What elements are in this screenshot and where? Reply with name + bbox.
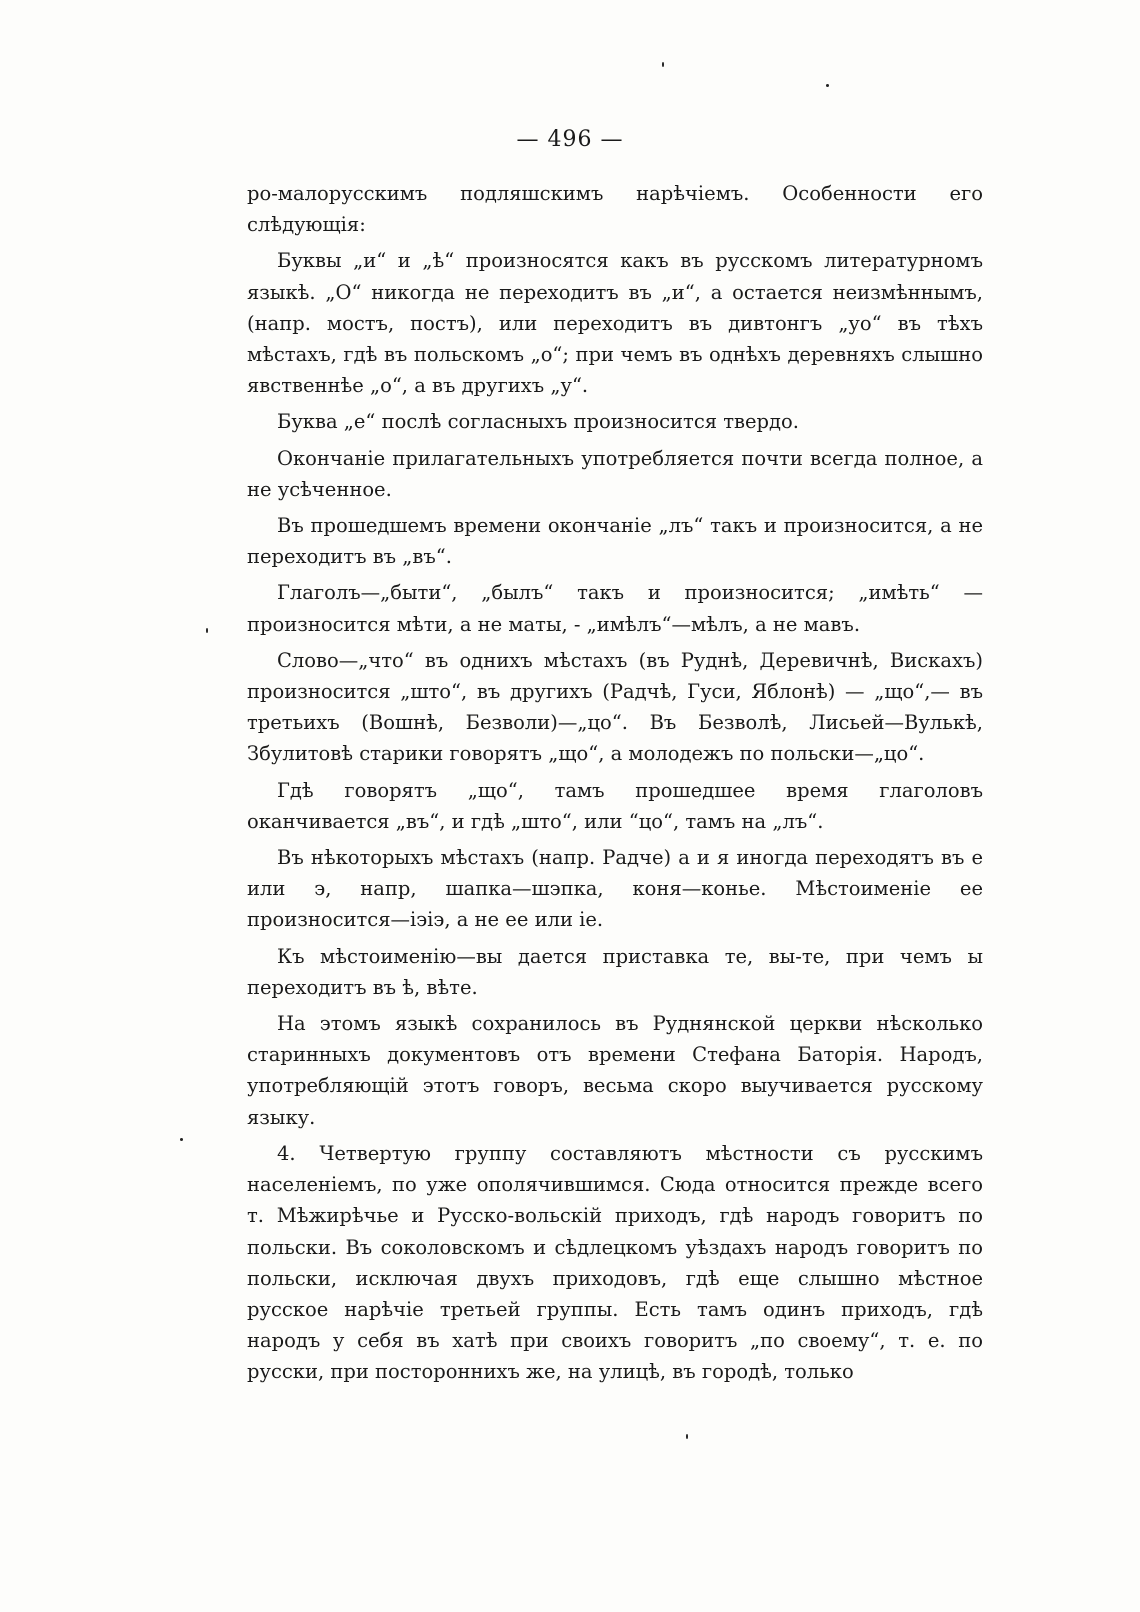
- body-text: [247, 178, 983, 1393]
- scan-speck: [180, 1138, 183, 1141]
- scan-speck: [826, 84, 829, 87]
- paragraph: Въ прошедшемъ времени окончаніе „лъ“ такъ и произносится, а не переходитъ въ „въ“.: [247, 514, 983, 569]
- scan-speck: [206, 628, 208, 633]
- paragraph: Окончаніе прилагательныхъ употребляется почти всегда полное, а не усѣченное.: [247, 446, 983, 501]
- paragraph: Слово—„что“ въ однихъ мѣстахъ (въ Руднѣ, Деревичнѣ, Вискахъ) произносится „што“, въ другихъ (Радчѣ, Гуси, Яблонѣ) — „що“,— въ третьихъ (Вошнѣ, Безволи)—„цо“. Въ Безволѣ, Лисьей—Вулькѣ, Збулитовѣ старики говорятъ „що“, а молодежъ по польски—„цо“.: [247, 648, 983, 766]
- scan-speck: [662, 62, 664, 67]
- paragraph: Къ мѣстоименію—вы дается приставка те, вы-те, при чемъ ы переходитъ въ ѣ, вѣте.: [247, 944, 983, 999]
- paragraph: Въ нѣкоторыхъ мѣстахъ (напр. Радче) а и я иногда переходятъ въ е или э, напр, шапка—шэпка, коня—конье. Мѣстоименіе ее произносится—іэіэ, а не ее или іе.: [247, 846, 983, 932]
- paragraph: Гдѣ говорятъ „що“, тамъ прошедшее время глаголовъ оканчивается „въ“, и гдѣ „што“, или “цо“, тамъ на „лъ“.: [247, 778, 983, 833]
- paragraph: Глаголъ—„быти“, „былъ“ такъ и произносится; „имѣть“ — произносится мѣти, а не маты, - „имѣлъ“—мѣлъ, а не мавъ.: [247, 581, 983, 636]
- page-number: — 496 —: [516, 127, 624, 152]
- scan-speck: [686, 1434, 688, 1439]
- paragraph: ро-малорусскимъ подляшскимъ нарѣчіемъ. Особенности его слѣдующія:: [247, 182, 983, 237]
- paragraph: Буквы „и“ и „ѣ“ произносятся какъ въ русскомъ литературномъ языкѣ. „О“ никогда не переходитъ въ „и“, а остается неизмѣннымъ, (напр. мостъ, постъ), или переходитъ въ дивтонгъ „уо“ въ тѣхъ мѣстахъ, гдѣ въ польскомъ „о“; при чемъ въ однѣхъ деревняхъ слышно явственнѣе „о“, а въ другихъ „у“.: [247, 249, 983, 398]
- paragraph: Буква „е“ послѣ согласныхъ произносится твердо.: [277, 410, 799, 434]
- paragraph: 4. Четвертую группу составляютъ мѣстности съ русскимъ населеніемъ, по уже ополячившимся. Сюда относится прежде всего т. Мѣжирѣчье и Русско-вольскій приходъ, гдѣ народъ говоритъ по польски. Въ соколовскомъ и сѣдлецкомъ уѣздахъ народъ говоритъ по польски, исключая двухъ приходовъ, гдѣ еще слышно мѣстное русское нарѣчіе третьей группы. Есть тамъ одинъ приходъ, гдѣ народъ у себя въ хатѣ при своихъ говоритъ „по своему“, т. е. по русски, при постороннихъ же, на улицѣ, въ городѣ, только: [247, 1141, 983, 1384]
- paragraph: На этомъ языкѣ сохранилось въ Руднянской церкви нѣсколько старинныхъ документовъ отъ времени Стефана Баторія. Народъ, употребляющій этотъ говоръ, весьма скоро выучивается русскому языку.: [247, 1012, 983, 1129]
